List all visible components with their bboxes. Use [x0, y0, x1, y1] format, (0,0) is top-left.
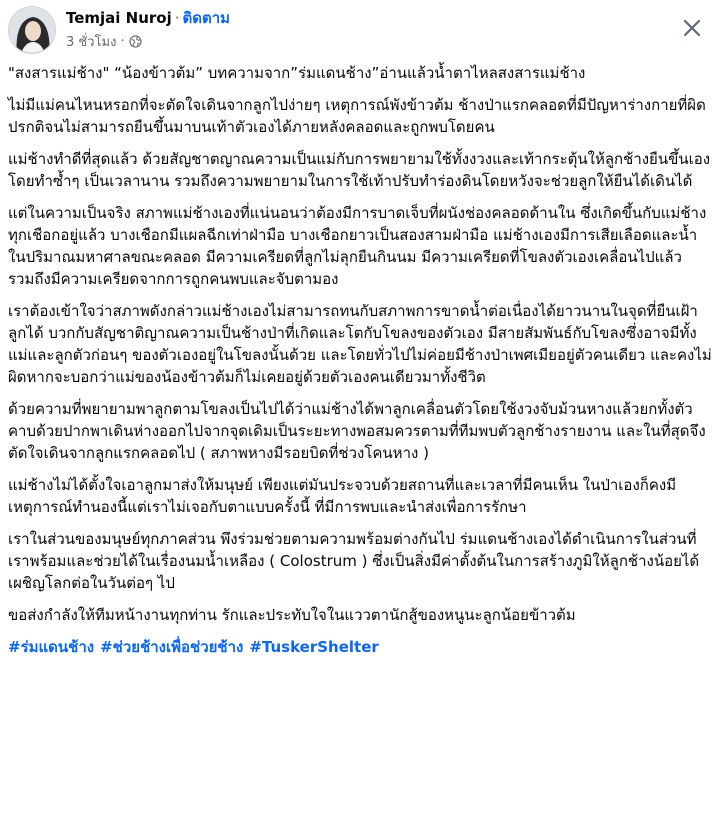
post-paragraph-2: ไม่มีแม่คนไหนหรอกที่จะตัดใจเดินจากลูกไปง่ายๆ เหตุการณ์พังข้าวต้ม ช้างป่าแรกคลอดที่มีปัญหาร่างกายที่ผิดปรกติจนไม่สามารถยืนขึ้นมาบนเท้าตัวเองได้ภายหลังคลอดและถูกพบโดยคน [8, 96, 706, 136]
author-avatar[interactable] [8, 6, 56, 54]
hashtag-list [8, 636, 712, 658]
post-paragraph-4: แต่ในความเป็นจริง สภาพแม่ช้างเองที่แน่นอนว่าต้องมีการบาดเจ็บที่ผนังช่องคลอดด้านใน ซึ่งเกิดขึ้นกับแม่ช้างทุกเชือกอยู่แล้ว บางเชือกมีแผลฉีกเท่าฝ่ามือ บางเชือกยาวเป็นสองสามฝ่ามือ แม่ช้างเองมีการเสียเลือดและน้ำในปริมาณมหาศาลขณะคลอด มีความเครียดที่ลูกไม่ลุกยืนกินนม มีความเครียดที่โขลงตัวเองเคลื่อนไปแล้ว รวมถึงมีความเครียดจากการถูกคนพบและจับตามอง [8, 204, 707, 288]
globe-icon[interactable] [129, 35, 142, 48]
name-separator: · [174, 9, 180, 27]
post-paragraph-3: แม่ช้างทำดีที่สุดแล้ว ด้วยสัญชาตญาณความเป็นแม่กับการพยายามใช้ทั้งงวงและเท้ากระตุ้นให้ลูกช้างยืนขึ้นเอง โดยทำซ้ำๆ เป็นเวลานาน รวมถึงความพยายามในการใช้เท้าปรับทำร่องดินโดยหวังจะช่วยลูกให้ยืนได้เดินได้ [8, 150, 711, 190]
post-paragraph-6: ด้วยความที่พยายามพาลูกตามโขลงเป็นไปได้ว่าแม่ช้างได้พาลูกเคลื่อนตัวโดยใช้งวงจับม้วนหางแล้วยกทั้งตัว คาบด้วยปากพาเดินห่างออกไปจากจุดเดิมเป็นระยะทางพอสมควรตามที่ทีมพบตัวลูกช้างรายงาน และในที่สุดจึงตัดใจเดินจากลูกแรกคลอดไป ( สภาพหางมีรอยบิดที่ช่วงโคนหาง ) [8, 400, 706, 462]
post-timestamp[interactable]: 3 ชั่วโมง [66, 34, 117, 50]
close-icon [682, 18, 702, 38]
author-name[interactable]: Temjai Nuroj [66, 9, 172, 27]
close-button[interactable] [676, 12, 708, 44]
post-paragraph-7: แม่ช้างไม่ได้ตั้งใจเอาลูกมาส่งให้มนุษย์ เพียงแต่มันประจวบด้วยสถานที่และเวลาที่มีคนเห็น ในป่าเองก็คงมีเหตุการณ์ทำนองนี้แต่เราไม่เจอกับตาแบบครั้งนี้ ที่มีการพบและนำส่งเพื่อการรักษา [8, 476, 677, 516]
hashtag-link[interactable]: #ช่วยช้างเพื่อช่วยช้าง [100, 638, 244, 656]
post-paragraph-1: "สงสารแม่ช้าง" “น้องข้าวต้ม” บทความจาก”ร่มแดนช้าง”อ่านแล้วน้ำตาไหลสงสารแม่ช้าง [8, 64, 586, 82]
post-paragraph-5: เราต้องเข้าใจว่าสภาพดังกล่าวแม่ช้างเองไม่สามารถทนกับสภาพการขาดน้ำต่อเนื่องได้ยาวนานในจุดที่ยืนเฝ้าลูกได้ บวกกับสัญชาติญาณความเป็นช้างป่าที่เกิดและโตกับโขลงของตัวเอง มีสายสัมพันธ์กับโขลงซึ่งอาจมีทั้งแม่และลูกตัวก่อนๆ ของตัวเองอยู่ในโขลงนั้นด้วย และโดยทั่วไปไม่ค่อยมีช้างป่าเพศเมียอยู่ตัวคนเดียว และคงไม่ผิดหากจะบอกว่าแม่ของน้องข้าวต้มก็ไม่เคยอยู่ด้วยตัวเองคนเดียวมาทั้งชีวิต [8, 302, 712, 386]
author-line [66, 6, 230, 30]
follow-button[interactable]: ติดตาม [182, 9, 231, 27]
meta-separator: · [120, 33, 125, 49]
hashtag-link[interactable]: #TuskerShelter [249, 638, 379, 656]
post-body [8, 62, 712, 658]
avatar-portrait [9, 7, 56, 54]
post-header [0, 0, 718, 60]
post-meta [66, 32, 142, 50]
hashtag-link[interactable]: #ร่มแดนช้าง [8, 638, 95, 656]
post-paragraph-9: ขอส่งกำลังให้ทีมหน้างานทุกท่าน รักและประทับใจในแววตานักสู้ของหนูนะลูกน้อยข้าวต้ม [8, 606, 576, 624]
post-paragraph-8: เราในส่วนของมนุษย์ทุกภาคส่วน พึงร่วมช่วยตามความพร้อมต่างกันไป ร่มแดนช้างเองได้ดำเนินการในส่วนที่เราพร้อมและช่วยได้ในเรื่องนมน้ำเหลือง ( Colostrum ) ซึ่งเป็นสิ่งมีค่าตั้งต้นในการสร้างภูมิให้ลูกช้างน้อยได้เผชิญโลกต่อในวันต่อๆ ไป [8, 530, 700, 592]
